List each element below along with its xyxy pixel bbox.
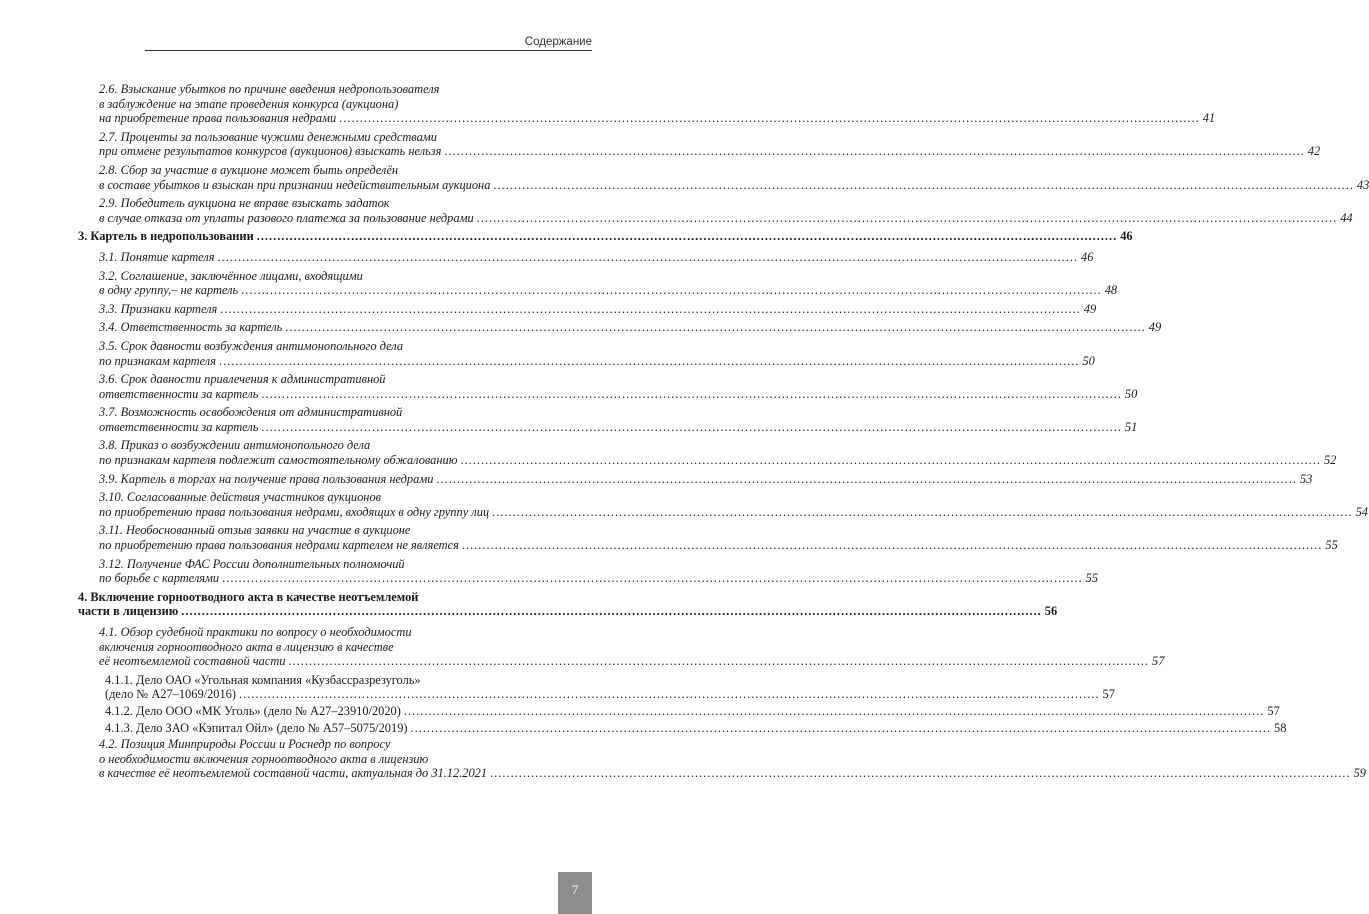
toc-entry[interactable]	[78, 338, 1095, 368]
toc-entry-title-line: 3.12. Получение ФАС России дополнительных полномочий	[99, 556, 405, 571]
toc-entry-page-number: 52	[1323, 453, 1337, 468]
toc-entry-title-line: 3.4. Ответственность за картель	[99, 320, 283, 335]
toc-entry-title-line: 3.6. Срок давности привлечения к административной	[99, 372, 386, 387]
toc-entry[interactable]	[78, 129, 1321, 159]
toc-entry-page-number: 57	[1267, 703, 1280, 718]
toc-entry-title-line: 3.9. Картель в торгах на получение права пользования недрами	[99, 471, 434, 486]
toc-entry[interactable]	[78, 405, 1138, 434]
toc-entry-title-line: 2.6. Взыскание убытков по причине введения недропользователя	[99, 82, 440, 96]
toc-entry-last-line	[99, 111, 1216, 126]
toc-entry-last-line	[99, 210, 1353, 226]
page-number-tab	[558, 872, 592, 914]
toc-entry-last-line	[99, 766, 1366, 781]
toc-entry-last-line	[99, 177, 1369, 193]
toc-entry[interactable]	[78, 523, 1338, 553]
toc-entry[interactable]	[78, 82, 1216, 126]
toc-entry-title-line: при отмене результатов конкурсов (аукционов) взыскать нельзя	[99, 144, 442, 159]
toc-entry-last-line	[99, 283, 1118, 298]
toc-entry-title-line: по борьбе с картелями	[99, 571, 220, 586]
toc-entry-title-line: на приобретение права пользования недрами	[99, 111, 337, 126]
toc-entry-title-line: ответственности за картель	[99, 386, 259, 401]
toc-entry-page-number: 46	[1081, 249, 1094, 264]
toc-entry-page-number: 41	[1202, 111, 1216, 126]
toc-entry-title-line: 3.1. Понятие картеля	[99, 249, 215, 264]
dot-leader	[218, 250, 1079, 265]
toc-entry-title-line: 4. Включение горноотводного акта в качестве неотъемлемой	[78, 589, 419, 604]
dot-leader	[444, 144, 1305, 159]
toc-entry-page-number: 43	[1356, 177, 1369, 192]
dot-leader	[339, 111, 1200, 126]
dot-leader	[289, 654, 1150, 669]
toc-entry-page-number: 50	[1124, 386, 1138, 401]
toc-entry-last-line	[99, 301, 1097, 317]
dot-leader	[411, 721, 1272, 736]
dot-leader	[181, 604, 1042, 619]
toc-entry-page-number: 57	[1102, 687, 1115, 702]
dot-leader	[436, 472, 1297, 487]
toc-entry-page-number: 48	[1104, 283, 1118, 298]
toc-entry-page-number: 49	[1148, 320, 1162, 335]
toc-entry-title-line: 3. Картель в недропользовании	[78, 229, 254, 244]
toc-entry-page-number: 54	[1355, 504, 1368, 519]
dot-leader	[239, 687, 1100, 702]
toc-entry[interactable]	[78, 196, 1353, 225]
toc-entry-title-line: 3.3. Признаки картеля	[99, 301, 218, 316]
toc-entry-title-line: ответственности за картель	[99, 419, 259, 434]
toc-entry-title-line: 2.7. Проценты за пользование чужими денежными средствами	[99, 129, 437, 144]
toc-entry-last-line	[105, 720, 1287, 736]
toc-entry-last-line	[99, 249, 1094, 265]
toc-entry-last-line	[99, 386, 1138, 402]
toc-entry-title-line: 3.7. Возможность освобождения от административной	[99, 405, 403, 420]
dot-leader	[492, 505, 1353, 520]
toc-entry-last-line	[99, 654, 1165, 669]
toc-entry-page-number: 59	[1353, 766, 1366, 781]
toc-entry-title-line: по признакам картеля подлежит самостоятельному обжалованию	[99, 453, 458, 468]
dot-leader	[462, 538, 1323, 553]
toc-entry-title-line: 2.8. Сбор за участие в аукционе может быть определён	[99, 162, 398, 177]
toc-entry-title-line: 3.8. Приказ о возбуждении антимонопольного дела	[99, 438, 371, 453]
toc-entry-page-number: 53	[1299, 471, 1313, 486]
toc-entry-title-line: в качестве её неотъемлемой составной части, актуальная до 31.12.2021	[99, 766, 488, 781]
dot-leader	[257, 229, 1118, 244]
toc-entry-last-line	[99, 538, 1338, 553]
toc-entry-last-line	[99, 144, 1321, 159]
toc-entry[interactable]	[78, 720, 1287, 736]
toc-entry[interactable]	[78, 737, 1366, 781]
toc-entry[interactable]	[78, 556, 1099, 586]
dot-leader	[261, 420, 1122, 435]
toc-entry[interactable]	[78, 268, 1118, 298]
toc-entry[interactable]	[78, 229, 1133, 244]
toc-entry-title-line: в составе убытков и взыскан при признании недействительным аукциона	[99, 177, 491, 192]
toc-entry-page-number: 55	[1325, 538, 1338, 553]
toc-entry-title-line: 4.1.2. Дело ООО «МК Уголь» (дело № А27–23910/2020)	[105, 703, 401, 718]
toc-entry[interactable]	[78, 320, 1162, 335]
toc-entry-page-number: 49	[1083, 301, 1097, 316]
toc-entry-page-number: 58	[1274, 720, 1287, 735]
dot-leader	[404, 704, 1265, 719]
toc-entry[interactable]	[78, 249, 1094, 265]
toc-entry-last-line	[78, 229, 1133, 244]
toc-entry-title-line: (дело № А27–1069/2016)	[105, 687, 236, 702]
toc-entry-last-line	[99, 419, 1138, 435]
toc-entry[interactable]	[78, 589, 1058, 619]
toc-entry-last-line	[105, 703, 1280, 719]
toc-entry-last-line	[99, 453, 1337, 468]
toc-entry[interactable]	[78, 372, 1138, 401]
dot-leader	[222, 571, 1083, 586]
toc-entry-title-line: 4.1. Обзор судебной практики по вопросу о необходимости	[99, 625, 412, 639]
toc-entry-title-line: по признакам картеля	[99, 353, 216, 368]
toc-entry-page-number: 51	[1124, 419, 1138, 434]
toc-entry-last-line	[78, 604, 1058, 619]
toc-entry[interactable]	[78, 301, 1097, 317]
toc-entry-title-line: включения горноотводного акта в лицензию в качестве	[99, 639, 394, 654]
dot-leader	[220, 302, 1081, 317]
dot-leader	[261, 387, 1122, 402]
toc-entry[interactable]	[78, 672, 1115, 702]
toc-entry-last-line	[99, 320, 1162, 335]
toc-entry[interactable]	[78, 471, 1313, 487]
toc-entry-page-number: 44	[1340, 210, 1353, 225]
toc-entry-title-line: в заблуждение на этапе проведения конкурса (аукциона)	[99, 96, 399, 111]
toc-entry[interactable]	[78, 438, 1337, 468]
toc-entry-title-line: 3.11. Необоснованный отзыв заявки на участие в аукционе	[99, 523, 411, 538]
toc-entry-title-line: 4.2. Позиция Минприроды России и Роснедр по вопросу	[99, 737, 391, 752]
toc-entry-title-line: 3.2. Соглашение, заключённое лицами, входящими	[99, 268, 363, 283]
toc-entry-title-line: в одну группу,– не картель	[99, 283, 239, 298]
toc-entry[interactable]	[78, 162, 1369, 192]
toc-entry-last-line	[99, 353, 1095, 369]
dot-leader	[241, 283, 1102, 298]
toc-entry-title-line: о необходимости включения горноотводного акта в лицензию	[99, 751, 429, 766]
dot-leader	[285, 320, 1146, 335]
toc-entry-title-line: 2.9. Победитель аукциона не вправе взыскать задаток	[99, 196, 390, 211]
toc-entry-title-line: в случае отказа от уплаты разового платежа за пользование недрами	[99, 210, 474, 225]
toc-entry-page-number: 42	[1307, 144, 1321, 159]
toc-entry-last-line	[99, 571, 1099, 586]
toc-entry-title-line: 4.1.3. Дело ЗАО «Кэпитал Ойл» (дело № А57–5075/2019)	[105, 720, 408, 735]
toc-entry-title-line: 3.5. Срок давности возбуждения антимонопольного дела	[99, 338, 404, 353]
dot-leader	[477, 211, 1338, 226]
table-of-contents	[78, 82, 1369, 785]
dot-leader	[460, 453, 1321, 468]
toc-entry[interactable]	[78, 703, 1280, 719]
toc-entry-title-line: части в лицензию	[78, 604, 179, 619]
toc-entry-page-number: 57	[1152, 654, 1165, 669]
toc-entry-title-line: её неотъемлемой составной части	[99, 654, 286, 669]
toc-entry-title-line: 4.1.1. Дело ОАО «Угольная компания «Кузбассразрезуголь»	[105, 672, 421, 687]
toc-entry[interactable]	[78, 625, 1165, 669]
toc-entry-page-number: 50	[1082, 353, 1095, 368]
dot-leader	[493, 178, 1354, 193]
toc-entry-title-line: по приобретению права пользования недрами картелем не является	[99, 538, 459, 553]
toc-entry-page-number: 56	[1044, 604, 1058, 619]
running-header-title: Содержание	[524, 36, 592, 48]
toc-entry-last-line	[99, 471, 1313, 487]
toc-entry-last-line	[99, 504, 1368, 520]
toc-entry-page-number: 55	[1085, 571, 1099, 586]
page-number: 7	[571, 882, 579, 897]
header-rule	[145, 50, 592, 51]
toc-entry-title-line: по приобретению права пользования недрами, входящих в одну группу лиц	[99, 504, 490, 519]
toc-entry-title-line: 3.10. Согласованные действия участников аукционов	[99, 490, 382, 505]
dot-leader	[219, 354, 1080, 369]
toc-entry-last-line	[105, 687, 1115, 702]
toc-entry-page-number: 46	[1120, 229, 1133, 244]
dot-leader	[490, 766, 1351, 781]
toc-entry[interactable]	[78, 490, 1368, 519]
